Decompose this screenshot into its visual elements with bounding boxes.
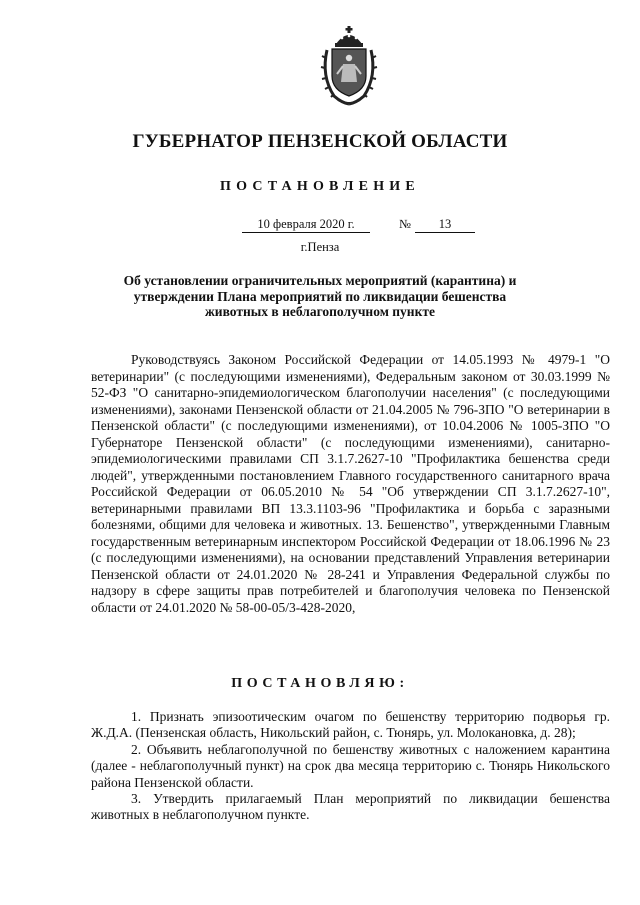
document-subject: Об установлении ограничительных мероприятий (карантина) и утверждении Плана мероприятий по ликвидации бешенства животных в неблагополучном пункте bbox=[123, 273, 517, 319]
resolution-item-3: 3. Утвердить прилагаемый План мероприятий по ликвидации бешенства животных в неблагополучном пункте. bbox=[91, 791, 610, 823]
issuing-authority-title: ГУБЕРНАТОР ПЕНЗЕНСКОЙ ОБЛАСТИ bbox=[132, 131, 508, 152]
preamble-paragraph: Руководствуясь Законом Российской Федерации от 14.05.1993 № 4979-1 "О ветеринарии" (с последующими изменениями), Федеральным законом от 30.03.1999 № 52-ФЗ "О санитарно-эпидемиологическом благополучии населения" (с последующими изменениями), законами Пензенской области от 21.04.2005 № 796-ЗПО "О ветеринарии в Пензенской области" (с последующими изменениями), от 10.04.2006 № 1005-ЗПО "О Губернаторе Пензенской области" (с последующими изменениями), санитарно-эпидемиологическими правилами СП 3.1.7.2627-10 "Профилактика бешенства среди людей", утвержденными постановлением Главного государственного санитарного врача Российской Федерации от 06.05.2010 № 54 "Об утверждении СП 3.1.7.2627-10", ветеринарными правилами ВП 13.3.1103-96 "Профилактика и борьба с заразными болезнями, общими для человека и животных. 13. Бешенство", утвержденными Главным государственным ветеринарным инспектором Российской Федерации от 18.06.1996 № 23 (с последующими изменениями), на основании представлений Управления ветеринарии Пензенской области от 24.01.2020 № 28-241 и Управления Федеральной службы по надзору в сфере защиты прав потребителей и благополучия человека по Пензенской области от 24.01.2020 № 58-00-05/3-428-2020, bbox=[91, 352, 610, 615]
resolution-items bbox=[91, 709, 610, 824]
penza-coat-of-arms-icon bbox=[318, 24, 380, 106]
resolution-item-1: 1. Признать эпизоотическим очагом по бешенству территорию подворья гр. Ж.Д.А. (Пензенская область, Никольский район, с. Тюнярь, ул. Молокановка, д. 28); bbox=[91, 709, 610, 741]
document-date: 10 февраля 2020 г. bbox=[242, 216, 370, 233]
city-line: г.Пенза bbox=[300, 240, 340, 254]
preamble-section bbox=[91, 352, 610, 616]
document-type-heading: ПОСТАНОВЛЕНИЕ bbox=[220, 179, 420, 194]
resolution-item-2: 2. Объявить неблагополучной по бешенству животных с наложением карантина (далее - неблагополучный пункт) на срок два месяца территорию с. Тюнярь Никольского района Пензенской области. bbox=[91, 741, 610, 790]
number-label: № bbox=[399, 217, 411, 231]
resolve-heading: ПОСТАНОВЛЯЮ: bbox=[231, 676, 409, 691]
document-number: 13 bbox=[415, 216, 475, 233]
date-number-line bbox=[0, 216, 640, 236]
